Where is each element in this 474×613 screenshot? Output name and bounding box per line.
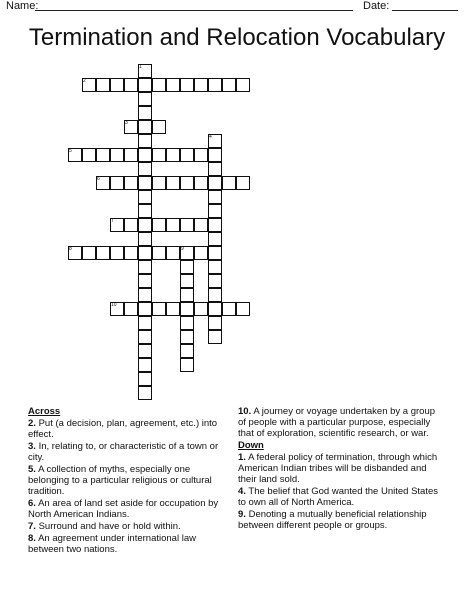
- grid-cell-7[interactable]: [110, 218, 124, 232]
- grid-cell-4[interactable]: [208, 134, 222, 148]
- grid-cell[interactable]: [180, 330, 194, 344]
- clues-right-column: [238, 406, 438, 532]
- grid-cell[interactable]: [180, 176, 194, 190]
- grid-cell[interactable]: [166, 302, 180, 316]
- clue-number: 6: [97, 176, 100, 182]
- grid-cell[interactable]: [138, 162, 152, 176]
- grid-cell[interactable]: [138, 218, 152, 232]
- clue-number: 4: [209, 134, 212, 140]
- page-title: Termination and Relocation Vocabulary: [28, 24, 446, 51]
- grid-cell[interactable]: [166, 148, 180, 162]
- grid-cell[interactable]: [208, 176, 222, 190]
- grid-cell[interactable]: [208, 246, 222, 260]
- grid-cell[interactable]: [194, 148, 208, 162]
- grid-cell[interactable]: [138, 316, 152, 330]
- grid-cell[interactable]: [138, 232, 152, 246]
- grid-cell[interactable]: [138, 386, 152, 400]
- date-label: Date:: [363, 0, 390, 12]
- grid-cell[interactable]: [194, 246, 208, 260]
- clue-across-2: 2. Put (a decision, plan, agreement, etc.) into effect.: [28, 418, 218, 440]
- grid-cell[interactable]: [194, 78, 208, 92]
- grid-cell[interactable]: [180, 288, 194, 302]
- grid-cell-3[interactable]: [124, 120, 138, 134]
- grid-cell[interactable]: [180, 316, 194, 330]
- grid-cell[interactable]: [138, 260, 152, 274]
- grid-cell[interactable]: [152, 176, 166, 190]
- grid-cell[interactable]: [124, 148, 138, 162]
- grid-cell[interactable]: [124, 176, 138, 190]
- grid-cell[interactable]: [236, 176, 250, 190]
- grid-cell[interactable]: [96, 246, 110, 260]
- clue-number: 1: [139, 64, 142, 70]
- grid-cell[interactable]: [124, 246, 138, 260]
- grid-cell[interactable]: [138, 204, 152, 218]
- grid-cell[interactable]: [180, 260, 194, 274]
- grid-cell[interactable]: [138, 120, 152, 134]
- grid-cell[interactable]: [180, 148, 194, 162]
- grid-cell[interactable]: [138, 148, 152, 162]
- grid-cell[interactable]: [222, 78, 236, 92]
- grid-cell-5[interactable]: [68, 148, 82, 162]
- grid-cell[interactable]: [96, 148, 110, 162]
- grid-cell-9[interactable]: [180, 246, 194, 260]
- grid-cell[interactable]: [208, 260, 222, 274]
- grid-cell[interactable]: [208, 288, 222, 302]
- clue-across-5: 5. A collection of myths, especially one belonging to a particular religious or cultural tradition.: [28, 464, 212, 497]
- grid-cell[interactable]: [180, 302, 194, 316]
- grid-cell[interactable]: [180, 358, 194, 372]
- clue-number: 3: [125, 120, 128, 126]
- grid-cell[interactable]: [208, 316, 222, 330]
- clue-down-4: 4. The belief that God wanted the United States to own all of North America.: [238, 486, 438, 508]
- grid-cell[interactable]: [208, 204, 222, 218]
- grid-cell[interactable]: [236, 302, 250, 316]
- grid-cell[interactable]: [194, 218, 208, 232]
- clue-number: 10: [111, 302, 117, 308]
- grid-cell[interactable]: [208, 274, 222, 288]
- grid-cell[interactable]: [138, 372, 152, 386]
- grid-cell[interactable]: [138, 344, 152, 358]
- grid-cell[interactable]: [152, 78, 166, 92]
- grid-cell[interactable]: [152, 218, 166, 232]
- grid-cell[interactable]: [110, 246, 124, 260]
- grid-cell[interactable]: [152, 302, 166, 316]
- clue-number: 8: [69, 246, 72, 252]
- grid-cell-2[interactable]: [82, 78, 96, 92]
- grid-cell[interactable]: [138, 288, 152, 302]
- grid-cell[interactable]: [222, 302, 236, 316]
- grid-cell[interactable]: [194, 176, 208, 190]
- grid-cell[interactable]: [82, 148, 96, 162]
- grid-cell[interactable]: [180, 274, 194, 288]
- clue-across-8: 8. An agreement under international law between two nations.: [28, 533, 196, 555]
- grid-cell-1[interactable]: [138, 64, 152, 78]
- grid-cell-10[interactable]: [110, 302, 124, 316]
- clue-across-7: 7. Surround and have or hold within.: [28, 521, 181, 532]
- grid-cell[interactable]: [166, 176, 180, 190]
- grid-cell[interactable]: [138, 190, 152, 204]
- grid-cell[interactable]: [180, 78, 194, 92]
- grid-cell-6[interactable]: [96, 176, 110, 190]
- grid-cell[interactable]: [208, 162, 222, 176]
- clues-left-column: [28, 406, 224, 556]
- clue-down-1: 1. A federal policy of termination, through which American Indian tribes will be disbanded and their land sold.: [238, 452, 438, 485]
- grid-cell[interactable]: [110, 78, 124, 92]
- grid-cell[interactable]: [124, 78, 138, 92]
- grid-cell[interactable]: [138, 274, 152, 288]
- grid-cell[interactable]: [208, 232, 222, 246]
- grid-cell[interactable]: [82, 246, 96, 260]
- down-heading: Down: [238, 440, 264, 451]
- grid-cell[interactable]: [138, 176, 152, 190]
- grid-cell[interactable]: [152, 148, 166, 162]
- grid-cell[interactable]: [138, 246, 152, 260]
- clue-number: 2: [83, 78, 86, 84]
- grid-cell[interactable]: [96, 78, 110, 92]
- grid-cell[interactable]: [180, 344, 194, 358]
- clue-number: 9: [181, 246, 184, 252]
- name-label: Name:: [6, 0, 39, 12]
- grid-cell[interactable]: [208, 148, 222, 162]
- grid-cell[interactable]: [138, 106, 152, 120]
- grid-cell[interactable]: [138, 78, 152, 92]
- grid-cell[interactable]: [180, 218, 194, 232]
- grid-cell[interactable]: [138, 134, 152, 148]
- grid-cell[interactable]: [124, 218, 138, 232]
- grid-cell[interactable]: [138, 330, 152, 344]
- clue-down-9: 9. Denoting a mutually beneficial relationship between different people or groups.: [238, 509, 427, 531]
- clue-across-10: 10. A journey or voyage undertaken by a group of people with a particular purpose, especially that of exploration, scientific research, or war.: [238, 406, 436, 439]
- clue-across-6: 6. An area of land set aside for occupation by North American Indians.: [28, 498, 219, 520]
- grid-cell[interactable]: [208, 302, 222, 316]
- across-heading: Across: [28, 406, 61, 417]
- grid-cell[interactable]: [166, 218, 180, 232]
- grid-cell[interactable]: [110, 148, 124, 162]
- clue-number: 5: [69, 148, 72, 154]
- grid-cell[interactable]: [194, 302, 208, 316]
- grid-cell[interactable]: [208, 218, 222, 232]
- grid-cell[interactable]: [208, 78, 222, 92]
- grid-cell[interactable]: [138, 302, 152, 316]
- grid-cell[interactable]: [138, 358, 152, 372]
- grid-cell-8[interactable]: [68, 246, 82, 260]
- grid-cell[interactable]: [152, 246, 166, 260]
- grid-cell[interactable]: [166, 78, 180, 92]
- grid-cell[interactable]: [152, 120, 166, 134]
- grid-cell[interactable]: [166, 246, 180, 260]
- grid-cell[interactable]: [138, 92, 152, 106]
- grid-cell[interactable]: [208, 190, 222, 204]
- grid-cell[interactable]: [236, 78, 250, 92]
- grid-cell[interactable]: [110, 176, 124, 190]
- clue-number: 7: [111, 218, 114, 224]
- clue-across-3: 3. In, relating to, or characteristic of a town or city.: [28, 441, 219, 463]
- grid-cell[interactable]: [124, 302, 138, 316]
- grid-cell[interactable]: [208, 330, 222, 344]
- grid-cell[interactable]: [222, 176, 236, 190]
